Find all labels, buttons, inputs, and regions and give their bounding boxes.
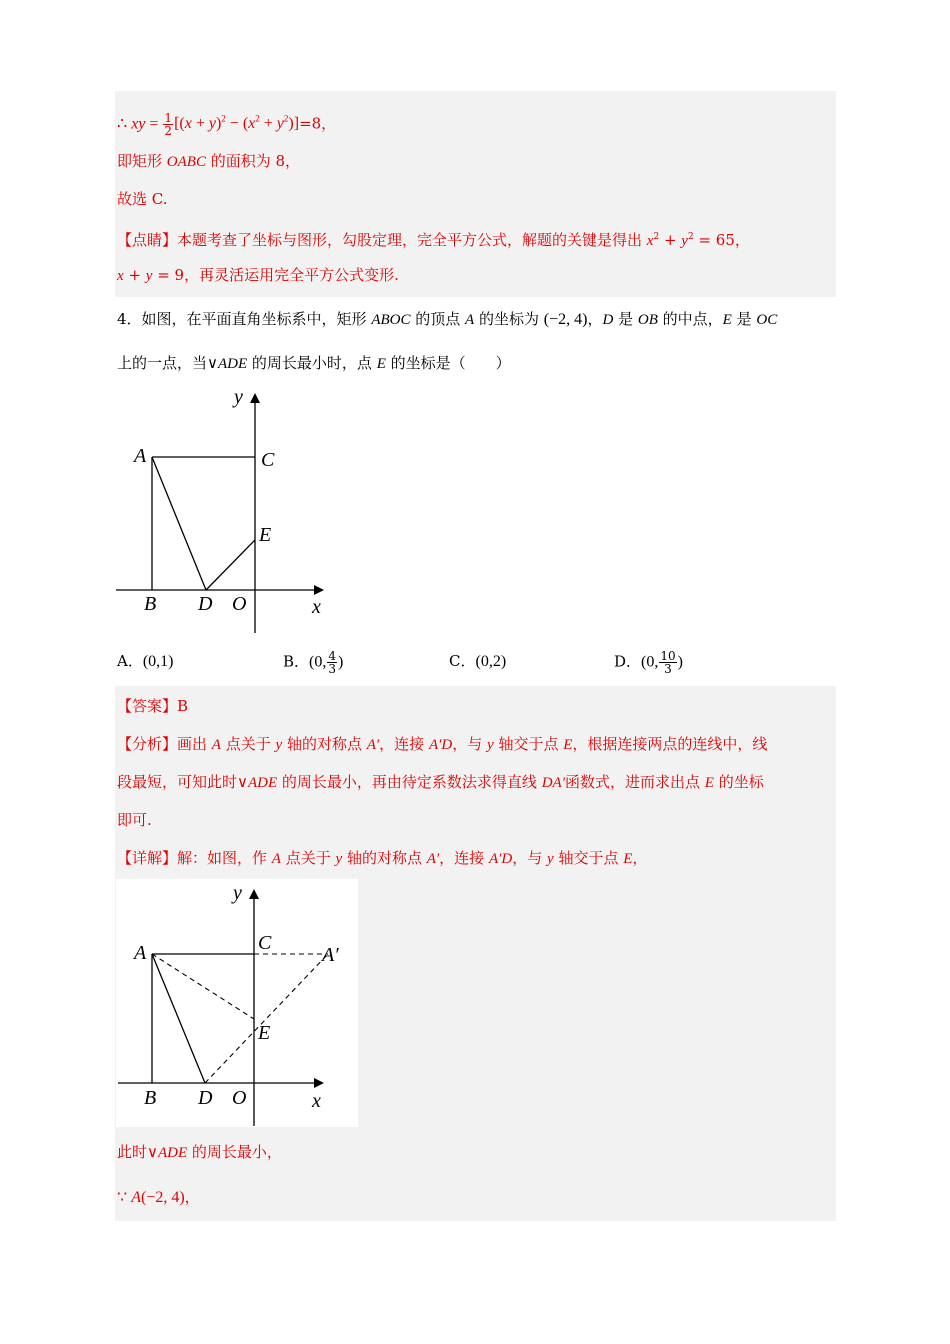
segment-da-prime-dashed bbox=[205, 954, 328, 1083]
label-a-prime: A′ bbox=[322, 944, 339, 966]
segment-ae-dashed bbox=[152, 954, 254, 1019]
analysis-line-1: 【分析】画出 A 点关于 y 轴的对称点 A′，连接 A′D，与 y 轴交于点 E，根据连接两点的连线中，线 bbox=[117, 735, 768, 753]
analysis-line-3: 即可. bbox=[117, 811, 152, 829]
label-c: C bbox=[261, 449, 275, 471]
label-a: A bbox=[134, 942, 147, 964]
figure-2 bbox=[116, 879, 358, 1127]
comment-line-2: x + y = 9，再灵活运用完全平方公式变形. bbox=[117, 266, 399, 284]
label-b: B bbox=[144, 593, 157, 615]
x-axis-arrow bbox=[314, 1078, 324, 1088]
label-x: x bbox=[312, 1090, 321, 1112]
option-b[interactable]: B．(0, $\frac{4}{3}$ ) bbox=[283, 649, 344, 676]
label-c: C bbox=[258, 932, 272, 954]
label-x: x bbox=[312, 596, 321, 618]
y-axis-arrow bbox=[249, 889, 259, 899]
prev-line-3: 故选 C. bbox=[117, 190, 168, 208]
question-line-2: 上的一点，当∨ADE 的周长最小时，点 E 的坐标是（ ） bbox=[117, 354, 511, 372]
option-a[interactable]: A．(0,1) bbox=[117, 652, 174, 670]
question-line-1: 4．如图，在平面直角坐标系中，矩形 ABOC 的顶点 A 的坐标为 (−2, 4)，D 是 OB 的中点，E 是 OC bbox=[117, 310, 778, 328]
comment-line-1: 【点睛】本题考查了坐标与图形，勾股定理，完全平方公式，解题的关键是得出 $x^2 + y^2 = 65$， bbox=[117, 231, 750, 249]
segment-de bbox=[206, 540, 255, 590]
option-d[interactable]: D．(0, $\frac{10}{3}$ ) bbox=[614, 649, 683, 676]
after-line-2: ∵ A(−2, 4)， bbox=[117, 1188, 200, 1206]
label-o: O bbox=[232, 1087, 247, 1109]
label-a: A bbox=[134, 445, 147, 467]
detail-line-1: 【详解】解：如图，作 A 点关于 y 轴的对称点 A′，连接 A′D，与 y 轴交于点 E， bbox=[117, 849, 648, 867]
y-axis-arrow bbox=[250, 393, 260, 403]
label-e: E bbox=[259, 524, 272, 546]
label-y: y bbox=[233, 882, 242, 904]
label-o: O bbox=[232, 593, 247, 615]
segment-ad bbox=[152, 954, 205, 1083]
x-axis-arrow bbox=[314, 585, 324, 595]
label-d: D bbox=[198, 1087, 213, 1109]
answer-line: 【答案】B bbox=[117, 697, 189, 715]
label-y: y bbox=[234, 386, 243, 408]
label-e: E bbox=[258, 1022, 271, 1044]
prev-line-1: ∴ xy = $\frac{1}{2}$ $[(x + y)^2 - (x^2 + y^2)]=8$， bbox=[117, 110, 337, 138]
figure-1 bbox=[110, 385, 340, 640]
analysis-line-2: 段最短，可知此时∨ADE 的周长最小，再由待定系数法求得直线 DA′函数式，进而求出点 E 的坐标 bbox=[117, 773, 764, 791]
label-d: D bbox=[198, 593, 213, 615]
segment-ad bbox=[152, 457, 206, 590]
option-c[interactable]: C．(0,2) bbox=[449, 652, 507, 670]
prev-line-2: 即矩形 OABC 的面积为 8， bbox=[117, 152, 301, 170]
label-b: B bbox=[144, 1087, 157, 1109]
after-line-1: 此时∨ADE 的周长最小， bbox=[117, 1143, 282, 1161]
